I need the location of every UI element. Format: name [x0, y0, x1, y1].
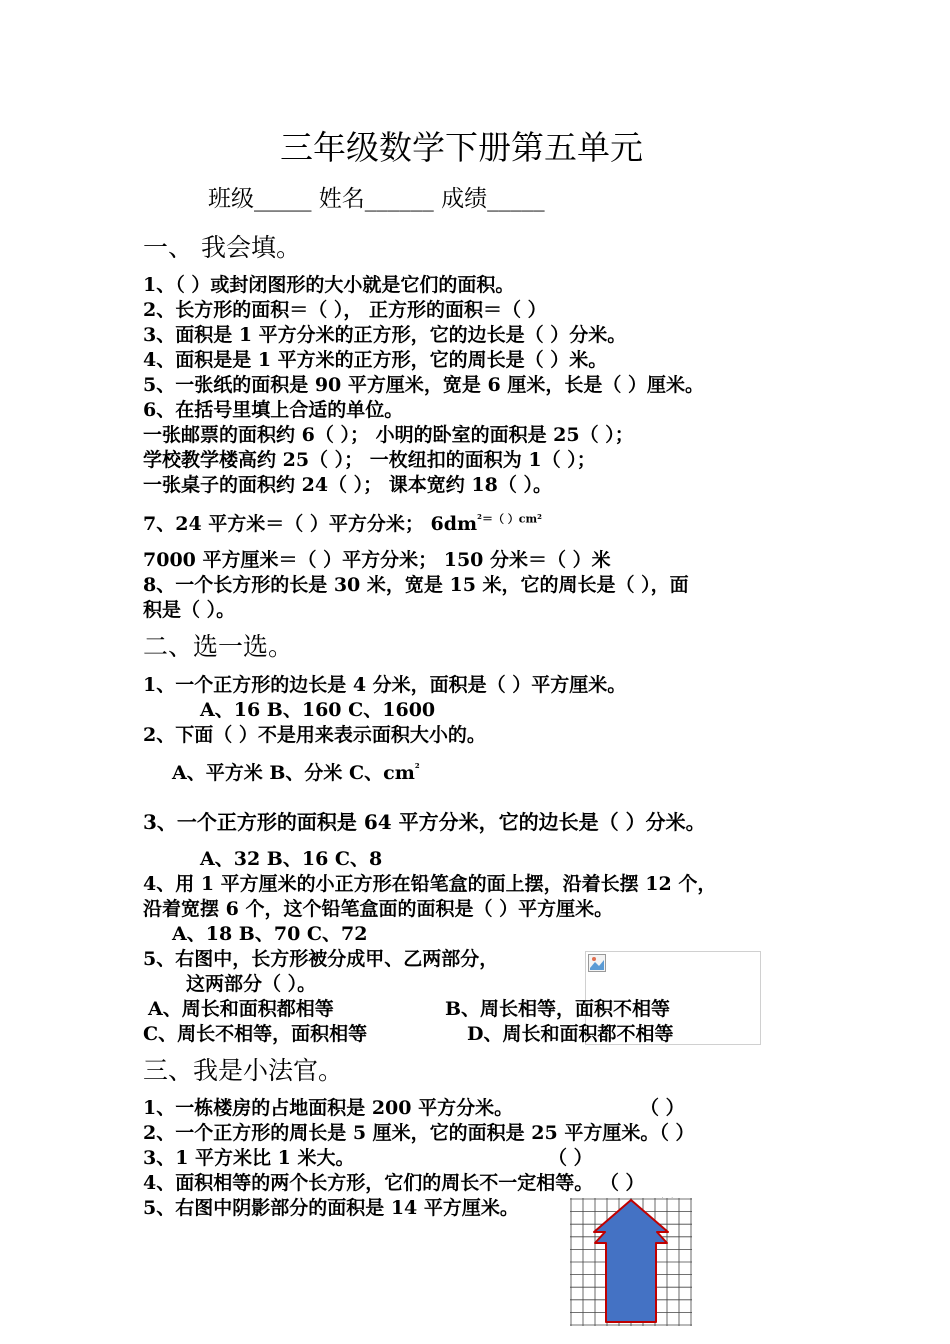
- s1-q7-sup2: ²: [537, 512, 542, 526]
- s3-q1: 1、一栋楼房的占地面积是 200 平方分米。: [143, 1097, 514, 1119]
- s2-q5-option-b: B、周长相等，面积不相等: [445, 998, 671, 1020]
- section2-heading: 二、选一选。: [143, 632, 294, 661]
- s2-q3-options: A、32 B、16 C、8: [200, 848, 383, 870]
- s2-q2-sup: ²: [414, 761, 420, 775]
- s1-q7-line2: 7000 平方厘米＝（ ）平方分米； 150 分米＝（ ）米: [143, 549, 611, 571]
- s2-q1: 1、一个正方形的边长是 4 分米，面积是（ ）平方厘米。: [143, 674, 627, 696]
- s1-q7-sup1: ²＝（ ）cm: [477, 512, 538, 526]
- s3-q3: 3、1 平方米比 1 米大。: [143, 1147, 355, 1169]
- s3-q3-paren: （ ）: [548, 1147, 593, 1169]
- s2-q5-line1: 5、右图中，长方形被分成甲、乙两部分，: [143, 948, 499, 970]
- section1-heading: 一、 我会填。: [143, 233, 301, 262]
- s3-q1-paren: （ ）: [640, 1097, 685, 1119]
- s2-q4-options: A、18 B、70 C、72: [172, 923, 368, 945]
- s3-q5: 5、右图中阴影部分的面积是 14 平方厘米。: [143, 1197, 519, 1219]
- s1-q2: 2、长方形的面积＝（ ）， 正方形的面积＝（ ）: [143, 299, 547, 321]
- student-info-line: 班级_____ 姓名______ 成绩_____: [208, 186, 545, 212]
- s2-q5-option-d: D、周长和面积都不相等: [467, 1023, 674, 1045]
- section3-heading: 三、我是小法官。: [143, 1056, 344, 1085]
- s1-q6: 6、在括号里填上合适的单位。: [143, 399, 404, 421]
- s1-q1: 1、（ ）或封闭图形的大小就是它们的面积。: [143, 274, 515, 296]
- s1-q6-line3: 一张桌子的面积约 24（ ）； 课本宽约 18（ ）。: [143, 474, 552, 496]
- s2-q2-options: [172, 761, 420, 785]
- s1-q7-line1: [143, 512, 542, 536]
- s2-q2-options-text: A、平方米 B、分米 C、cm: [172, 762, 415, 784]
- s1-q8-line2: 积是（ ）。: [143, 599, 236, 621]
- s2-q5-option-c: C、周长不相等，面积相等: [143, 1023, 368, 1045]
- s1-q4: 4、面积是是 1 平方米的正方形，它的周长是（ ）米。: [143, 349, 608, 371]
- grid-arrow-figure: [570, 1198, 692, 1326]
- s2-q1-options: A、16 B、160 C、1600: [200, 699, 436, 721]
- broken-image-icon: [588, 954, 606, 972]
- s2-q4-line2: 沿着宽摆 6 个，这个铅笔盒面的面积是（ ）平方厘米。: [143, 898, 614, 920]
- s1-q6-line2: 学校教学楼高约 25（ ）； 一枚纽扣的面积为 1（ ）；: [143, 449, 596, 471]
- s2-q4-line1: 4、用 1 平方厘米的小正方形在铅笔盒的面上摆，沿着长摆 12 个，: [143, 873, 717, 895]
- s1-q7-part1: 7、24 平方米＝（ ）平方分米； 6dm: [143, 513, 478, 535]
- s2-q3: 3、一个正方形的面积是 64 平方分米，它的边长是（ ）分米。: [143, 810, 706, 834]
- s1-q5: 5、一张纸的面积是 90 平方厘米，宽是 6 厘米，长是（ ）厘米。: [143, 374, 704, 396]
- s2-q2: 2、下面（ ）不是用来表示面积大小的。: [143, 724, 486, 746]
- s3-q4: 4、面积相等的两个长方形，它们的周长不一定相等。 （ ）: [143, 1172, 645, 1194]
- s3-q2: 2、一个正方形的周长是 5 厘米，它的面积是 25 平方厘米。（ ）: [143, 1122, 695, 1144]
- s1-q6-line1: 一张邮票的面积约 6（ ）； 小明的卧室的面积是 25（ ）；: [143, 424, 634, 446]
- s1-q8-line1: 8、一个长方形的长是 30 米，宽是 15 米，它的周长是（ ），面: [143, 574, 689, 596]
- s2-q5-option-a: A、周长和面积都相等: [148, 998, 334, 1020]
- page-title: 三年级数学下册第五单元: [280, 128, 643, 167]
- s1-q3: 3、面积是 1 平方分米的正方形，它的边长是（ ）分米。: [143, 324, 627, 346]
- s2-q5-line2: 这两部分（ ）。: [186, 973, 317, 995]
